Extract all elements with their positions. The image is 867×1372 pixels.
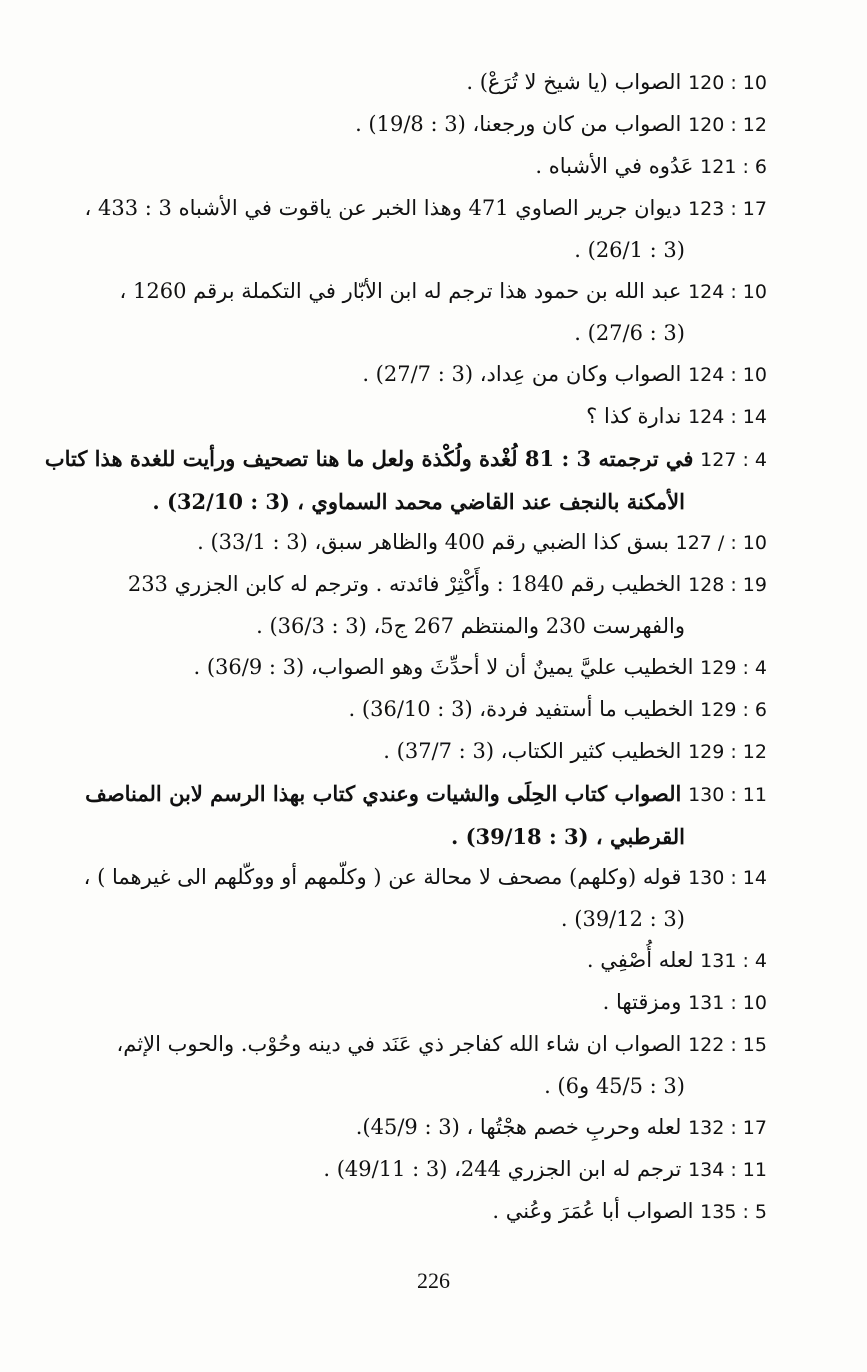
entry-text: الصواب وكان من عِداد، (3 : 27/7) . bbox=[362, 362, 682, 386]
entry-text: الصواب ان شاء الله كفاجر ذي عَنَد في دينه وحُوْب. والحوب الإثم، bbox=[116, 1032, 682, 1056]
entry-reference: 121 : 6 bbox=[700, 156, 767, 178]
entry-reference: 134 : 11 bbox=[688, 1159, 767, 1181]
entry-reference: 129 : 4 bbox=[700, 657, 767, 679]
errata-entry bbox=[22, 982, 767, 1024]
entry-text: الصواب كتاب الحِلَى والشيات وعندي كتاب بهذا الرسم لابن المناصف bbox=[85, 781, 682, 806]
errata-entry bbox=[22, 1149, 767, 1191]
entry-continuation: الأمكنة بالنجف عند القاضي محمد السماوي ، (3 : 32/10) . bbox=[152, 489, 685, 514]
entry-text: عَدُوه في الأشباه . bbox=[535, 154, 694, 178]
entry-text: الصواب (يا شيخ لا تُرَعْ) . bbox=[466, 70, 682, 94]
errata-entry bbox=[22, 940, 767, 982]
entry-reference: 120 : 12 bbox=[688, 114, 767, 136]
entry-reference: 131 : 10 bbox=[688, 992, 767, 1014]
entry-text: الخطيب ما أستفيد فردة، (3 : 36/10) . bbox=[348, 697, 694, 721]
entry-continuation: القرطبي ، (3 : 39/18) . bbox=[450, 824, 685, 849]
errata-entry bbox=[22, 146, 767, 188]
entry-text: لعله وحربِ خصم هجْتُها ، (3 : 45/9). bbox=[355, 1115, 682, 1139]
errata-entry bbox=[22, 188, 767, 271]
entry-reference: 128 : 19 bbox=[688, 574, 767, 596]
errata-entry bbox=[22, 62, 767, 104]
errata-entry bbox=[22, 731, 767, 773]
entry-reference: 130 : 11 bbox=[688, 784, 767, 806]
entry-reference: 120 : 10 bbox=[688, 72, 767, 94]
entry-text: ديوان جرير الصاوي 471 وهذا الخبر عن ياقوت في الأشباه 3 : 433 ، bbox=[84, 196, 682, 220]
errata-entry bbox=[22, 857, 767, 940]
entry-text: لعله أُصْفِي . bbox=[586, 948, 694, 972]
entry-reference: 130 : 14 bbox=[688, 867, 767, 889]
entry-reference: 122 : 15 bbox=[688, 1034, 767, 1056]
entry-text: عبد الله بن حمود هذا ترجم له ابن الأبّار في التكملة برقم 1260 ، bbox=[119, 279, 682, 303]
errata-entry bbox=[22, 773, 767, 857]
entry-text: الخطيب رقم 1840 : وأَكْثِرْ فائدته . وترجم له كابن الجزري 233 bbox=[127, 572, 682, 596]
entry-continuation: (3 : 39/12) . bbox=[560, 907, 685, 931]
errata-entry bbox=[22, 104, 767, 146]
errata-entry bbox=[22, 1107, 767, 1149]
entry-reference: 124 : 14 bbox=[688, 406, 767, 428]
errata-entry bbox=[22, 354, 767, 396]
entry-reference: 127 : 4 bbox=[700, 449, 767, 471]
errata-entry bbox=[22, 438, 767, 522]
entry-text: الخطيب كثير الكتاب، (3 : 37/7) . bbox=[383, 739, 682, 763]
entry-reference: 129 : 6 bbox=[700, 699, 767, 721]
entry-continuation: (3 : 45/5 و6) . bbox=[544, 1074, 685, 1098]
entry-text: قوله (وكلهم) مصحف لا محالة عن ( وكلّمهم أو ووكّلهم الى غيرهما ) ، bbox=[83, 865, 682, 889]
entry-text: في ترجمته 3 : 81 لُغْدة ولُكْذة ولعل ما هنا تصحيف ورأيت للغدة هذا كتاب bbox=[44, 446, 694, 471]
entry-reference: 124 : 10 bbox=[688, 364, 767, 386]
entry-reference: 127 / : 10 bbox=[675, 532, 767, 554]
errata-entry bbox=[22, 522, 767, 564]
entry-continuation: والفهرست 230 والمنتظم 267 ج5، (3 : 36/3) . bbox=[256, 614, 685, 638]
errata-entry bbox=[22, 564, 767, 647]
page-number: 226 bbox=[417, 1268, 450, 1293]
entry-reference: 131 : 4 bbox=[700, 950, 767, 972]
errata-entry bbox=[22, 689, 767, 731]
entry-text: بسق كذا الضبي رقم 400 والظاهر سبق، (3 : 33/1) . bbox=[197, 530, 669, 554]
entry-reference: 129 : 12 bbox=[688, 741, 767, 763]
entry-reference: 132 : 17 bbox=[688, 1117, 767, 1139]
errata-entry bbox=[22, 1024, 767, 1107]
errata-entry bbox=[22, 396, 767, 438]
errata-entry bbox=[22, 647, 767, 689]
entry-reference: 123 : 17 bbox=[688, 198, 767, 220]
entry-text: ومزقتها . bbox=[602, 990, 682, 1014]
entry-text: الخطيب عليَّ يمينٌ أن لا أحدِّثَ وهو الصواب، (3 : 36/9) . bbox=[193, 655, 694, 679]
entry-continuation: (3 : 26/1) . bbox=[574, 238, 685, 262]
entry-text: الصواب من كان ورجعنا، (3 : 19/8) . bbox=[355, 112, 682, 136]
entry-reference: 124 : 10 bbox=[688, 281, 767, 303]
errata-entry bbox=[22, 1191, 767, 1233]
entry-reference: 135 : 5 bbox=[700, 1201, 767, 1223]
errata-list bbox=[22, 62, 767, 1233]
entry-text: ترجم له ابن الجزري 244، (3 : 49/11) . bbox=[323, 1157, 682, 1181]
entry-text: الصواب أبا عُمَرَ وعُني . bbox=[492, 1199, 694, 1223]
errata-entry bbox=[22, 271, 767, 354]
entry-continuation: (3 : 27/6) . bbox=[574, 321, 685, 345]
entry-text: ندارة كذا ؟ bbox=[586, 404, 682, 428]
